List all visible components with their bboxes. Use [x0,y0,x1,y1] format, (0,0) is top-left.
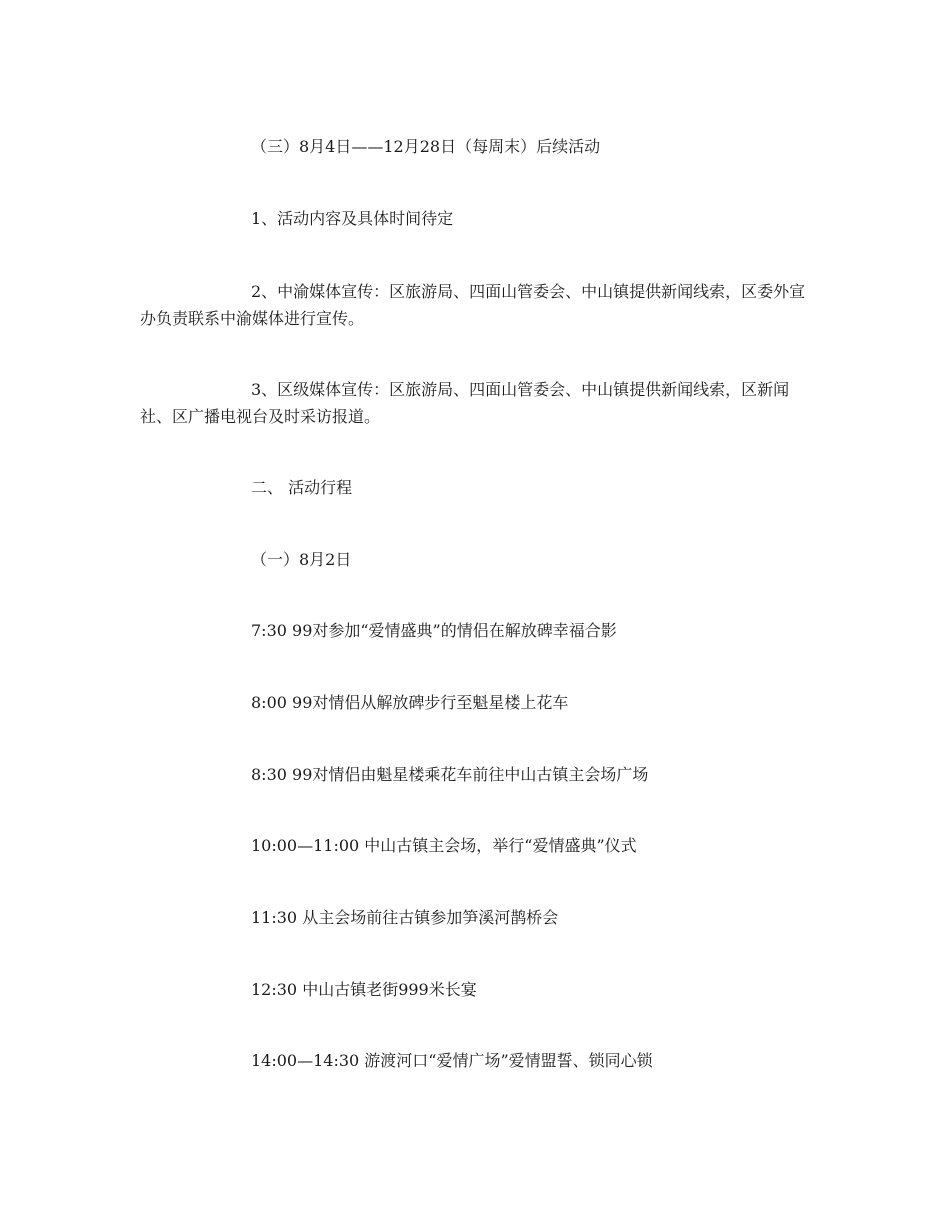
section-heading-itinerary: 二、 活动行程 [251,478,353,497]
schedule-item: 10:00—11:00 中山古镇主会场，举行“爱情盛典”仪式 [251,836,637,855]
paragraph-item-2: 2、中渝媒体宣传：区旅游局、四面山管委会、中山镇提供新闻线索，区委外宣办负责联系中渝媒体进行宣传。 [140,282,806,328]
paragraph-item-1: 1、活动内容及具体时间待定 [251,209,454,228]
schedule-item: 11:30 从主会场前往古镇参加笋溪河鹊桥会 [251,908,559,927]
schedule-item: 12:30 中山古镇老街999米长宴 [251,980,477,999]
subsection-heading-aug2: （一）8月2日 [251,550,352,569]
section-heading-followup: （三）8月4日——12月28日（每周末）后续活动 [251,137,601,156]
schedule-item: 7:30 99对参加“爱情盛典”的情侣在解放碑幸福合影 [251,621,617,640]
schedule-item: 8:30 99对情侣由魁星楼乘花车前往中山古镇主会场广场 [251,765,649,784]
schedule-item: 14:00—14:30 游渡河口“爱情广场”爱情盟誓、锁同心锁 [251,1051,653,1070]
schedule-item: 8:00 99对情侣从解放碑步行至魁星楼上花车 [251,693,569,712]
paragraph-item-3: 3、区级媒体宣传：区旅游局、四面山管委会、中山镇提供新闻线索，区新闻社、区广播电视台及时采访报道。 [140,380,790,426]
